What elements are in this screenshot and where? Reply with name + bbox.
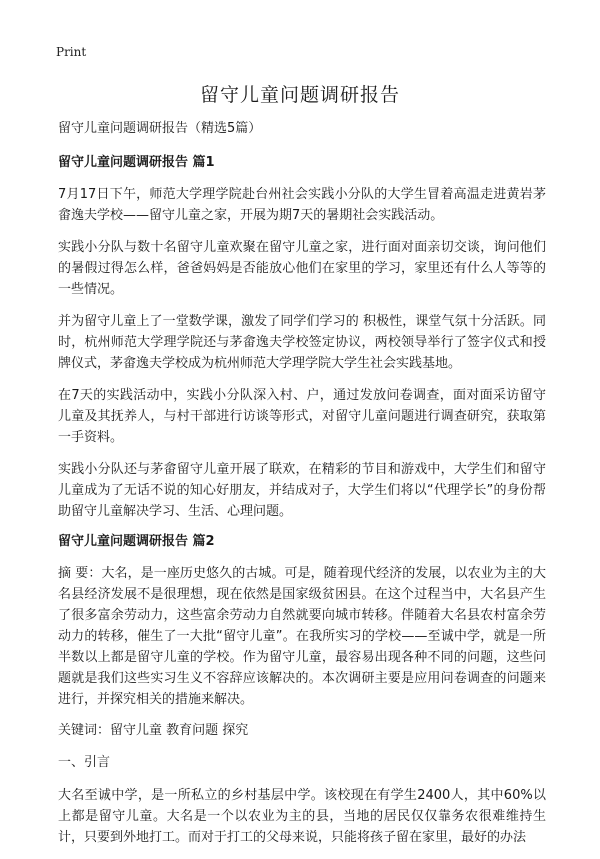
document-title: 留守儿童问题调研报告 bbox=[199, 84, 400, 106]
paragraph: 实践小分队与数十名留守儿童欢聚在留守儿童之家，进行面对面亲切交谈，询问他们的暑假过得怎么样，爸爸妈妈是否能放心他们在家里的学习，家里还有什么人等等的一些情况。 bbox=[58, 240, 546, 297]
abstract-paragraph: 摘 要：大名，是一座历史悠久的古城。可是，随着现代经济的发展，以农业为主的大名县经济发展不是很理想，现在依然是国家级贫困县。在这个过程当中，大名县产生了很多富余劳动力，这些富余劳动力自然就要向城市转移。伴随着大名县农村富余劳动力的转移，催生了一大批“留守儿童”。在我所实习的学校——至诚中学，就是一所半数以上都是留守儿童的学校。作为留守儿童，最容易出现各种不同的问题，这些问题就是我们这些实习生义不容辞应该解决的。本次调研主要是应用问卷调查的问题来进行，并探究相关的措施来解决。 bbox=[58, 566, 546, 707]
section-heading-1: 留守儿童问题调研报告 篇1 bbox=[58, 155, 215, 170]
document-body bbox=[58, 120, 546, 859]
intro-paragraph: 大名至诚中学，是一所私立的乡村基层中学。该校现在有学生2400人，其中60%以上都是留守儿童。大名是一个以农业为主的县，当地的居民仅仅靠务农很难维持生计，只要到外地打工。而对于打工的父母来说，只能将孩子留在家里，最好的办法 bbox=[58, 788, 546, 845]
intro-heading: 一、引言 bbox=[58, 755, 111, 770]
print-link[interactable]: Print bbox=[56, 45, 87, 59]
paragraph: 实践小分队还与茅畲留守儿童开展了联欢，在精彩的节目和游戏中，大学生们和留守儿童成为了无话不说的知心好朋友，并结成对子，大学生们将以“代理学长”的身份帮助留守儿童解决学习、生活、心理问题。 bbox=[58, 462, 546, 519]
keywords-line: 关键词：留守儿童 教育问题 探究 bbox=[58, 723, 249, 738]
document-subtitle: 留守儿童问题调研报告（精选5篇） bbox=[58, 121, 262, 136]
paragraph: 并为留守儿童上了一堂数学课，激发了同学们学习的 积极性，课堂气氛十分活跃。同时，杭州师范大学理学院还与茅畲逸夫学校签定协议，两校领导举行了签字仪式和授牌仪式，茅畲逸夫学校成为杭州师范大学理学院大学生社会实践基地。 bbox=[58, 314, 546, 371]
paragraph: 在7天的实践活动中，实践小分队深入村、户，通过发放问卷调查，面对面采访留守儿童及其抚养人，与村干部进行访谈等形式，对留守儿童问题进行调查研究，获取第一手资料。 bbox=[58, 388, 546, 445]
section-heading-2: 留守儿童问题调研报告 篇2 bbox=[58, 534, 215, 549]
paragraph: 7月17日下午，师范大学理学院赴台州社会实践小分队的大学生冒着高温走进黄岩茅畲逸夫学校——留守儿童之家，开展为期7天的暑期社会实践活动。 bbox=[58, 187, 546, 223]
